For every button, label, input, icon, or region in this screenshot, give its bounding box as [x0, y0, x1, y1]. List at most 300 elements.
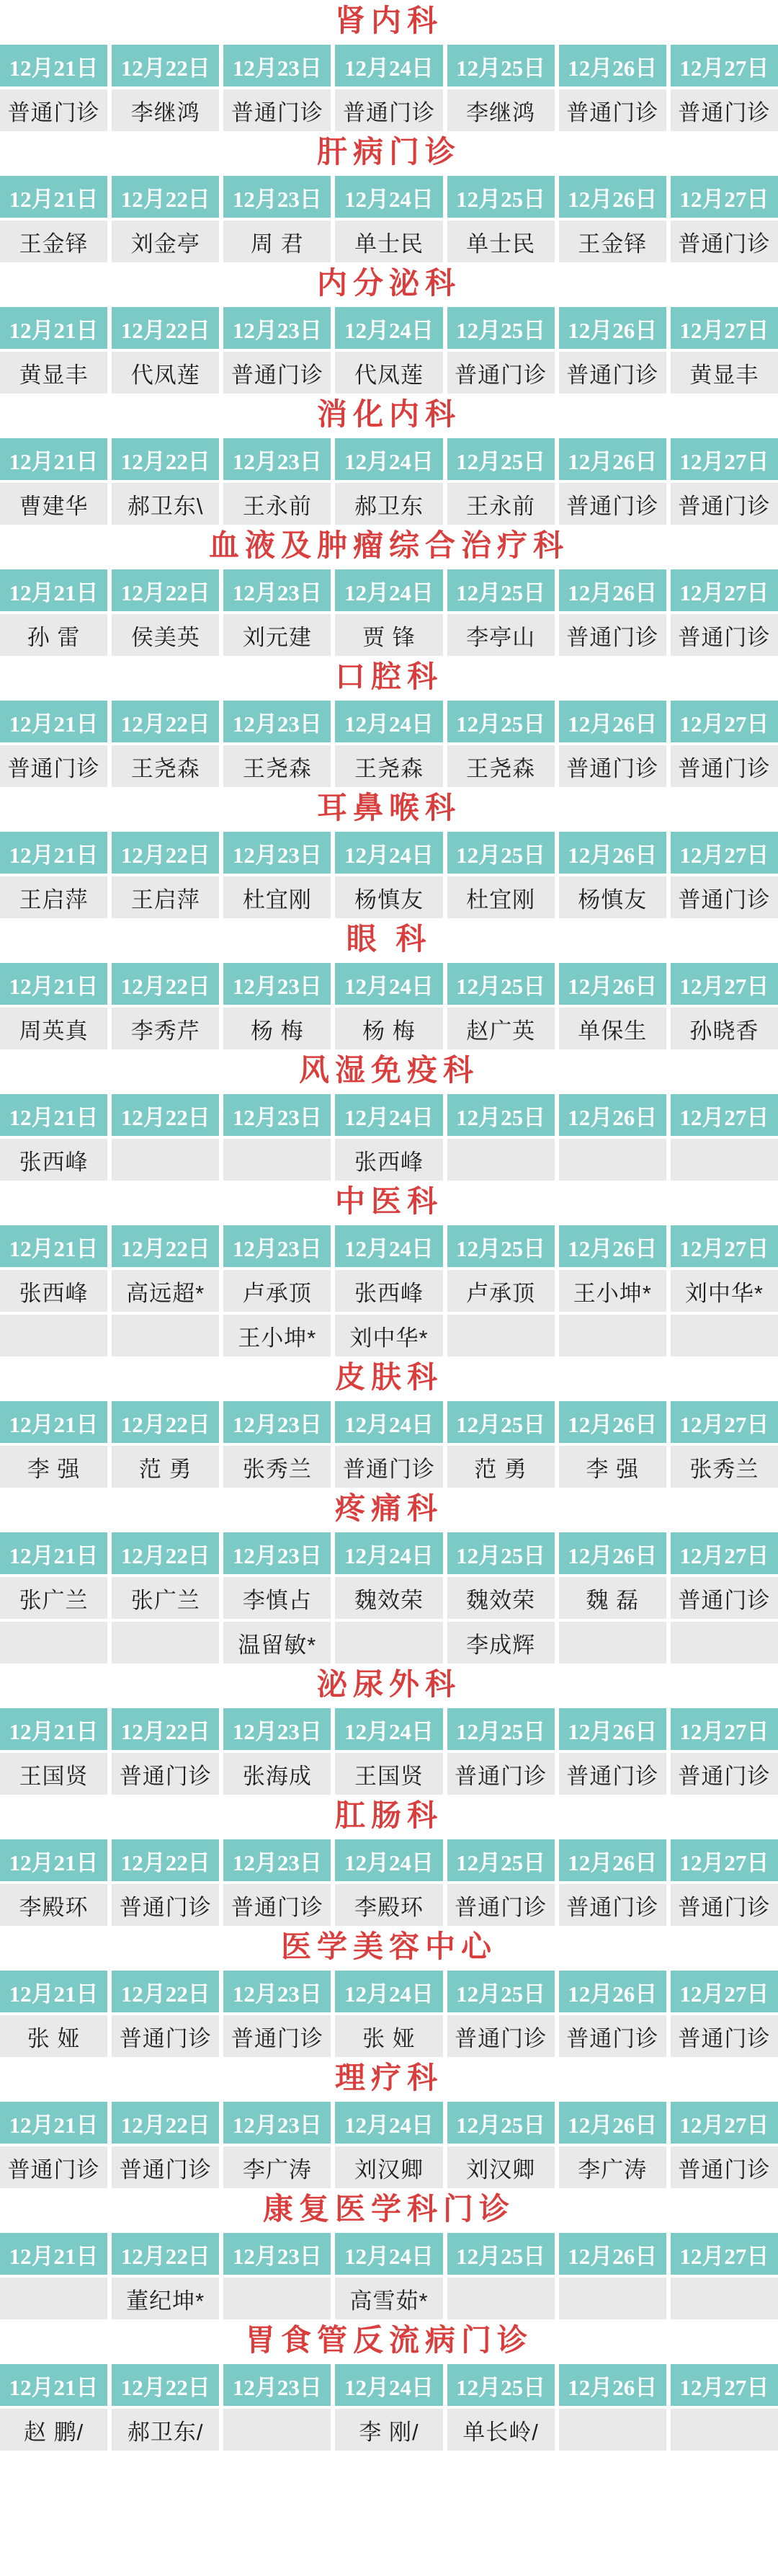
date-header-cell: 12月25日: [447, 832, 555, 874]
department-table: [0, 832, 778, 918]
schedule-cell: 张秀兰: [223, 1446, 331, 1488]
schedule-cell: 杨 梅: [335, 1008, 442, 1049]
schedule-cell: 刘汉卿: [447, 2146, 555, 2188]
schedule-cell: 普通门诊: [559, 745, 666, 787]
department-table: [0, 1532, 778, 1664]
department-table: [0, 1401, 778, 1488]
schedule-cell: [671, 2409, 778, 2451]
date-header-cell: 12月21日: [0, 1971, 107, 2012]
schedule-cell: [559, 1139, 666, 1181]
date-header-cell: 12月26日: [559, 1708, 666, 1750]
schedule-cell: 王尧森: [223, 745, 331, 787]
schedule-cell: 普通门诊: [671, 2015, 778, 2057]
date-header-cell: 12月21日: [0, 307, 107, 349]
date-header-cell: 12月22日: [112, 1971, 219, 2012]
schedule-cell: 王尧森: [447, 745, 555, 787]
schedule-cell: [559, 1622, 666, 1664]
date-header-cell: 12月21日: [0, 832, 107, 874]
date-header-cell: 12月21日: [0, 1708, 107, 1750]
date-header-cell: 12月27日: [671, 2233, 778, 2275]
date-header-cell: 12月21日: [0, 1839, 107, 1881]
schedule-cell: [112, 1315, 219, 1356]
date-header-cell: 12月26日: [559, 1532, 666, 1574]
date-header-cell: 12月25日: [447, 1971, 555, 2012]
schedule-cell: 张海成: [223, 1753, 331, 1795]
schedule-cell: [112, 1139, 219, 1181]
date-header-cell: 12月25日: [447, 2364, 555, 2406]
schedule-cell: [671, 1139, 778, 1181]
schedule-cell: 杨 梅: [223, 1008, 331, 1049]
date-header-cell: 12月24日: [335, 832, 442, 874]
date-header-cell: 12月25日: [447, 1532, 555, 1574]
date-header-cell: 12月27日: [671, 438, 778, 480]
date-header-cell: 12月24日: [335, 1708, 442, 1750]
schedule-cell: 王永前: [447, 483, 555, 525]
schedule-cell: 普通门诊: [671, 1577, 778, 1619]
date-header-cell: 12月21日: [0, 438, 107, 480]
schedule-cell: 赵广英: [447, 1008, 555, 1049]
date-header-cell: 12月25日: [447, 701, 555, 742]
department-table: [0, 438, 778, 525]
schedule-cell: 李慎占: [223, 1577, 331, 1619]
schedule-cell: 王尧森: [112, 745, 219, 787]
schedule-cell: 高雪茹*: [335, 2278, 442, 2319]
department-section: [0, 2194, 778, 2319]
schedule-cell: 单士民: [335, 221, 442, 262]
schedule-cell: [223, 1139, 331, 1181]
schedule-cell: 代凤莲: [112, 352, 219, 394]
department-table: [0, 1708, 778, 1795]
schedule-cell: 普通门诊: [447, 2015, 555, 2057]
date-header-cell: 12月25日: [447, 2102, 555, 2144]
date-header-cell: 12月23日: [223, 832, 331, 874]
schedule-cell: 李秀芹: [112, 1008, 219, 1049]
date-header-cell: 12月23日: [223, 1708, 331, 1750]
date-header-cell: 12月27日: [671, 569, 778, 611]
department-table: [0, 2364, 778, 2451]
schedule-cell: 李 刚/: [335, 2409, 442, 2451]
department-table: [0, 569, 778, 656]
department-section: [0, 2063, 778, 2188]
schedule-cell: 普通门诊: [559, 614, 666, 656]
schedule-cell: 范 勇: [112, 1446, 219, 1488]
date-header-cell: 12月22日: [112, 1532, 219, 1574]
schedule-cell: 魏效荣: [335, 1577, 442, 1619]
schedule-cell: 王永前: [223, 483, 331, 525]
schedule-cell: 王启萍: [0, 876, 107, 918]
department-title: 泌尿外科: [316, 1669, 461, 1702]
schedule-cell: 单长岭/: [447, 2409, 555, 2451]
schedule-cell: 孙 雷: [0, 614, 107, 656]
department-table: [0, 1094, 778, 1181]
schedule-cell: 张西峰: [0, 1139, 107, 1181]
department-table: [0, 1839, 778, 1926]
department-table: [0, 307, 778, 394]
date-header-cell: 12月25日: [447, 1401, 555, 1443]
schedule-cell: [447, 1139, 555, 1181]
date-header-cell: 12月24日: [335, 1971, 442, 2012]
date-header-cell: 12月27日: [671, 963, 778, 1005]
schedule-cell: 王金铎: [0, 221, 107, 262]
schedule-cell: 郝卫东: [335, 483, 442, 525]
schedule-cell: 王小坤*: [223, 1315, 331, 1356]
schedule-cell: 李亭山: [447, 614, 555, 656]
schedule-cell: 普通门诊: [112, 2015, 219, 2057]
date-header-cell: 12月21日: [0, 963, 107, 1005]
date-header-cell: 12月21日: [0, 1401, 107, 1443]
schedule-cell: 杜宜刚: [223, 876, 331, 918]
schedule-cell: 魏 磊: [559, 1577, 666, 1619]
date-header-cell: 12月24日: [335, 1094, 442, 1136]
schedule-cell: 张西峰: [335, 1139, 442, 1181]
schedule-cell: 刘汉卿: [335, 2146, 442, 2188]
schedule-cell: 张西峰: [0, 1270, 107, 1312]
department-section: [0, 2325, 778, 2451]
department-section: [0, 6, 778, 131]
department-title: 眼 科: [346, 923, 432, 956]
department-title: 耳鼻喉科: [316, 792, 461, 825]
department-title: 中医科: [334, 1186, 443, 1219]
schedule-cell: [671, 2278, 778, 2319]
schedule-cell: 普通门诊: [559, 352, 666, 394]
department-section: [0, 268, 778, 394]
schedule-cell: 普通门诊: [447, 1884, 555, 1926]
date-header-cell: 12月23日: [223, 2233, 331, 2275]
schedule-cell: 普通门诊: [671, 876, 778, 918]
date-header-cell: 12月25日: [447, 45, 555, 86]
schedule-cell: 王金铎: [559, 221, 666, 262]
schedule-cell: [0, 2278, 107, 2319]
schedule-cell: [559, 1315, 666, 1356]
date-header-cell: 12月22日: [112, 176, 219, 218]
department-table: [0, 45, 778, 131]
department-section: [0, 1362, 778, 1488]
schedule-cell: 杨慎友: [559, 876, 666, 918]
schedule-cell: 单士民: [447, 221, 555, 262]
schedule-cell: 高远超*: [112, 1270, 219, 1312]
date-header-cell: 12月27日: [671, 1532, 778, 1574]
department-title: 皮肤科: [334, 1362, 443, 1395]
schedule-cell: 黄显丰: [0, 352, 107, 394]
date-header-cell: 12月26日: [559, 1839, 666, 1881]
date-header-cell: 12月24日: [335, 1225, 442, 1267]
date-header-cell: 12月21日: [0, 45, 107, 86]
date-header-cell: 12月27日: [671, 1225, 778, 1267]
department-table: [0, 1225, 778, 1356]
schedule-cell: 李广涛: [559, 2146, 666, 2188]
date-header-cell: 12月22日: [112, 2233, 219, 2275]
date-header-cell: 12月22日: [112, 45, 219, 86]
schedule-cell: 普通门诊: [335, 1446, 442, 1488]
date-header-cell: 12月26日: [559, 963, 666, 1005]
date-header-cell: 12月27日: [671, 45, 778, 86]
date-header-cell: 12月27日: [671, 832, 778, 874]
schedule-cell: 张西峰: [335, 1270, 442, 1312]
date-header-cell: 12月24日: [335, 1401, 442, 1443]
schedule-cell: 郝卫东/: [112, 2409, 219, 2451]
date-header-cell: 12月23日: [223, 701, 331, 742]
schedule-cell: 李成辉: [447, 1622, 555, 1664]
date-header-cell: 12月22日: [112, 307, 219, 349]
date-header-cell: 12月26日: [559, 2102, 666, 2144]
date-header-cell: 12月24日: [335, 963, 442, 1005]
schedule-cell: 单保生: [559, 1008, 666, 1049]
date-header-cell: 12月26日: [559, 2364, 666, 2406]
schedule-cell: 普通门诊: [335, 89, 442, 131]
schedule-cell: 李继鸿: [447, 89, 555, 131]
schedule-cell: 普通门诊: [0, 89, 107, 131]
date-header-cell: 12月26日: [559, 45, 666, 86]
schedule-cell: 普通门诊: [223, 2015, 331, 2057]
department-table: [0, 701, 778, 787]
schedule-cell: 普通门诊: [559, 2015, 666, 2057]
schedule-cell: 李 强: [0, 1446, 107, 1488]
department-title: 医学美容中心: [280, 1931, 497, 1964]
date-header-cell: 12月24日: [335, 1532, 442, 1574]
department-title: 康复医学科门诊: [262, 2193, 515, 2226]
department-title: 消化内科: [316, 399, 461, 432]
schedule-cell: 王小坤*: [559, 1270, 666, 1312]
date-header-cell: 12月27日: [671, 2102, 778, 2144]
date-header-cell: 12月26日: [559, 307, 666, 349]
date-header-cell: 12月21日: [0, 1225, 107, 1267]
schedule-cell: 李继鸿: [112, 89, 219, 131]
schedule-cell: 普通门诊: [447, 352, 555, 394]
schedule-cell: [335, 1622, 442, 1664]
date-header-cell: 12月22日: [112, 963, 219, 1005]
schedule-cell: 刘元建: [223, 614, 331, 656]
schedule-cell: 普通门诊: [671, 614, 778, 656]
schedule-cell: 李殿环: [0, 1884, 107, 1926]
date-header-cell: 12月22日: [112, 438, 219, 480]
schedule-cell: 普通门诊: [671, 1884, 778, 1926]
schedule-cell: 卢承顶: [223, 1270, 331, 1312]
schedule-cell: 孙晓香: [671, 1008, 778, 1049]
date-header-cell: 12月24日: [335, 701, 442, 742]
date-header-cell: 12月23日: [223, 569, 331, 611]
date-header-cell: 12月22日: [112, 2102, 219, 2144]
schedule-cell: 普通门诊: [223, 1884, 331, 1926]
date-header-cell: 12月23日: [223, 2102, 331, 2144]
schedule-cell: 代凤莲: [335, 352, 442, 394]
schedule-cell: [223, 2409, 331, 2451]
department-title: 肝病门诊: [316, 136, 461, 169]
schedule-cell: 普通门诊: [559, 483, 666, 525]
date-header-cell: 12月24日: [335, 176, 442, 218]
date-header-cell: 12月25日: [447, 176, 555, 218]
date-header-cell: 12月26日: [559, 176, 666, 218]
date-header-cell: 12月25日: [447, 1225, 555, 1267]
date-header-cell: 12月23日: [223, 307, 331, 349]
date-header-cell: 12月23日: [223, 1401, 331, 1443]
date-header-cell: 12月23日: [223, 1971, 331, 2012]
date-header-cell: 12月24日: [335, 2233, 442, 2275]
schedule-cell: [223, 2278, 331, 2319]
schedule-cell: 范 勇: [447, 1446, 555, 1488]
schedule-cell: 普通门诊: [671, 745, 778, 787]
date-header-cell: 12月21日: [0, 1532, 107, 1574]
schedule-cell: [559, 2409, 666, 2451]
date-header-cell: 12月23日: [223, 1532, 331, 1574]
date-header-cell: 12月27日: [671, 1401, 778, 1443]
schedule-cell: 赵 鹏/: [0, 2409, 107, 2451]
schedule-cell: 郝卫东\: [112, 483, 219, 525]
schedule-cell: 普通门诊: [112, 1753, 219, 1795]
date-header-cell: 12月24日: [335, 45, 442, 86]
date-header-cell: 12月23日: [223, 2364, 331, 2406]
date-header-cell: 12月24日: [335, 2364, 442, 2406]
schedule-cell: 普通门诊: [671, 89, 778, 131]
schedule-cell: 杜宜刚: [447, 876, 555, 918]
schedule-cell: 王国贤: [0, 1753, 107, 1795]
department-title: 风湿免疫科: [298, 1054, 479, 1088]
department-section: [0, 1055, 778, 1181]
date-header-cell: 12月26日: [559, 569, 666, 611]
schedule-cell: 普通门诊: [112, 1884, 219, 1926]
date-header-cell: 12月27日: [671, 307, 778, 349]
date-header-cell: 12月26日: [559, 438, 666, 480]
schedule-cell: 张广兰: [112, 1577, 219, 1619]
date-header-cell: 12月22日: [112, 1839, 219, 1881]
schedule-cell: [0, 1622, 107, 1664]
department-title: 胃食管反流病门诊: [244, 2324, 533, 2358]
department-section: [0, 1800, 778, 1926]
date-header-cell: 12月25日: [447, 307, 555, 349]
date-header-cell: 12月21日: [0, 2233, 107, 2275]
date-header-cell: 12月22日: [112, 1708, 219, 1750]
date-header-cell: 12月23日: [223, 45, 331, 86]
schedule-cell: 普通门诊: [559, 1753, 666, 1795]
schedule-cell: 王启萍: [112, 876, 219, 918]
schedule-cell: 李广涛: [223, 2146, 331, 2188]
department-section: [0, 1669, 778, 1795]
date-header-cell: 12月25日: [447, 963, 555, 1005]
date-header-cell: 12月22日: [112, 2364, 219, 2406]
schedule-cell: 普通门诊: [223, 89, 331, 131]
schedule-cell: 普通门诊: [0, 2146, 107, 2188]
date-header-cell: 12月22日: [112, 1094, 219, 1136]
date-header-cell: 12月22日: [112, 569, 219, 611]
department-title: 口腔科: [334, 661, 443, 694]
date-header-cell: 12月22日: [112, 1225, 219, 1267]
date-header-cell: 12月22日: [112, 832, 219, 874]
date-header-cell: 12月21日: [0, 701, 107, 742]
date-header-cell: 12月25日: [447, 1839, 555, 1881]
schedule-cell: 普通门诊: [0, 745, 107, 787]
department-title: 理疗科: [334, 2062, 443, 2095]
schedule-cell: 李殿环: [335, 1884, 442, 1926]
department-section: [0, 1493, 778, 1664]
schedule-cell: 普通门诊: [559, 89, 666, 131]
department-title: 肾内科: [334, 5, 443, 38]
date-header-cell: 12月24日: [335, 569, 442, 611]
date-header-cell: 12月23日: [223, 176, 331, 218]
schedule-cell: [447, 2278, 555, 2319]
schedule-cell: 周英真: [0, 1008, 107, 1049]
date-header-cell: 12月25日: [447, 1094, 555, 1136]
date-header-cell: 12月24日: [335, 438, 442, 480]
date-header-cell: 12月26日: [559, 1225, 666, 1267]
department-title: 内分泌科: [316, 267, 461, 301]
date-header-cell: 12月27日: [671, 176, 778, 218]
schedule-cell: 普通门诊: [671, 221, 778, 262]
schedule-cell: [671, 1622, 778, 1664]
schedule-cell: 普通门诊: [671, 483, 778, 525]
date-header-cell: 12月21日: [0, 1094, 107, 1136]
schedule-cell: 张秀兰: [671, 1446, 778, 1488]
schedule-cell: 刘中华*: [335, 1315, 442, 1356]
schedule-cell: 刘中华*: [671, 1270, 778, 1312]
date-header-cell: 12月27日: [671, 2364, 778, 2406]
schedule-cell: 周 君: [223, 221, 331, 262]
department-section: [0, 137, 778, 262]
department-table: [0, 963, 778, 1049]
schedule-cell: 李 强: [559, 1446, 666, 1488]
schedule-cell: 黄显丰: [671, 352, 778, 394]
date-header-cell: 12月21日: [0, 2102, 107, 2144]
department-title: 肛肠科: [334, 1800, 443, 1833]
schedule-cell: 王尧森: [335, 745, 442, 787]
date-header-cell: 12月23日: [223, 1094, 331, 1136]
date-header-cell: 12月27日: [671, 1708, 778, 1750]
department-section: [0, 530, 778, 656]
date-header-cell: 12月25日: [447, 1708, 555, 1750]
schedule-cell: 普通门诊: [559, 1884, 666, 1926]
schedule-cell: 刘金亭: [112, 221, 219, 262]
schedule-cell: 卢承顶: [447, 1270, 555, 1312]
date-header-cell: 12月21日: [0, 2364, 107, 2406]
department-table: [0, 2102, 778, 2188]
schedule-cell: 王国贤: [335, 1753, 442, 1795]
schedule-cell: 侯美英: [112, 614, 219, 656]
schedule-cell: 普通门诊: [671, 1753, 778, 1795]
date-header-cell: 12月26日: [559, 1401, 666, 1443]
department-section: [0, 1186, 778, 1356]
schedule-cell: 普通门诊: [223, 352, 331, 394]
schedule-cell: [447, 1315, 555, 1356]
schedule-cell: 普通门诊: [447, 1753, 555, 1795]
date-header-cell: 12月26日: [559, 1094, 666, 1136]
date-header-cell: 12月25日: [447, 569, 555, 611]
date-header-cell: 12月25日: [447, 2233, 555, 2275]
date-header-cell: 12月27日: [671, 1971, 778, 2012]
date-header-cell: 12月23日: [223, 438, 331, 480]
schedule-cell: [112, 1622, 219, 1664]
date-header-cell: 12月26日: [559, 832, 666, 874]
department-table: [0, 176, 778, 262]
date-header-cell: 12月27日: [671, 1839, 778, 1881]
date-header-cell: 12月24日: [335, 307, 442, 349]
date-header-cell: 12月22日: [112, 1401, 219, 1443]
department-section: [0, 1932, 778, 2057]
department-table: [0, 2233, 778, 2319]
schedule-cell: 杨慎友: [335, 876, 442, 918]
hospital-weekly-schedule: [0, 6, 778, 2451]
date-header-cell: 12月21日: [0, 569, 107, 611]
date-header-cell: 12月25日: [447, 438, 555, 480]
department-section: [0, 793, 778, 918]
date-header-cell: 12月26日: [559, 701, 666, 742]
schedule-cell: [671, 1315, 778, 1356]
schedule-cell: 魏效荣: [447, 1577, 555, 1619]
schedule-cell: 贾 锋: [335, 614, 442, 656]
department-section: [0, 399, 778, 525]
date-header-cell: 12月26日: [559, 2233, 666, 2275]
date-header-cell: 12月23日: [223, 1225, 331, 1267]
schedule-cell: 曹建华: [0, 483, 107, 525]
department-title: 血液及肿瘤综合治疗科: [208, 530, 569, 563]
schedule-cell: 张广兰: [0, 1577, 107, 1619]
